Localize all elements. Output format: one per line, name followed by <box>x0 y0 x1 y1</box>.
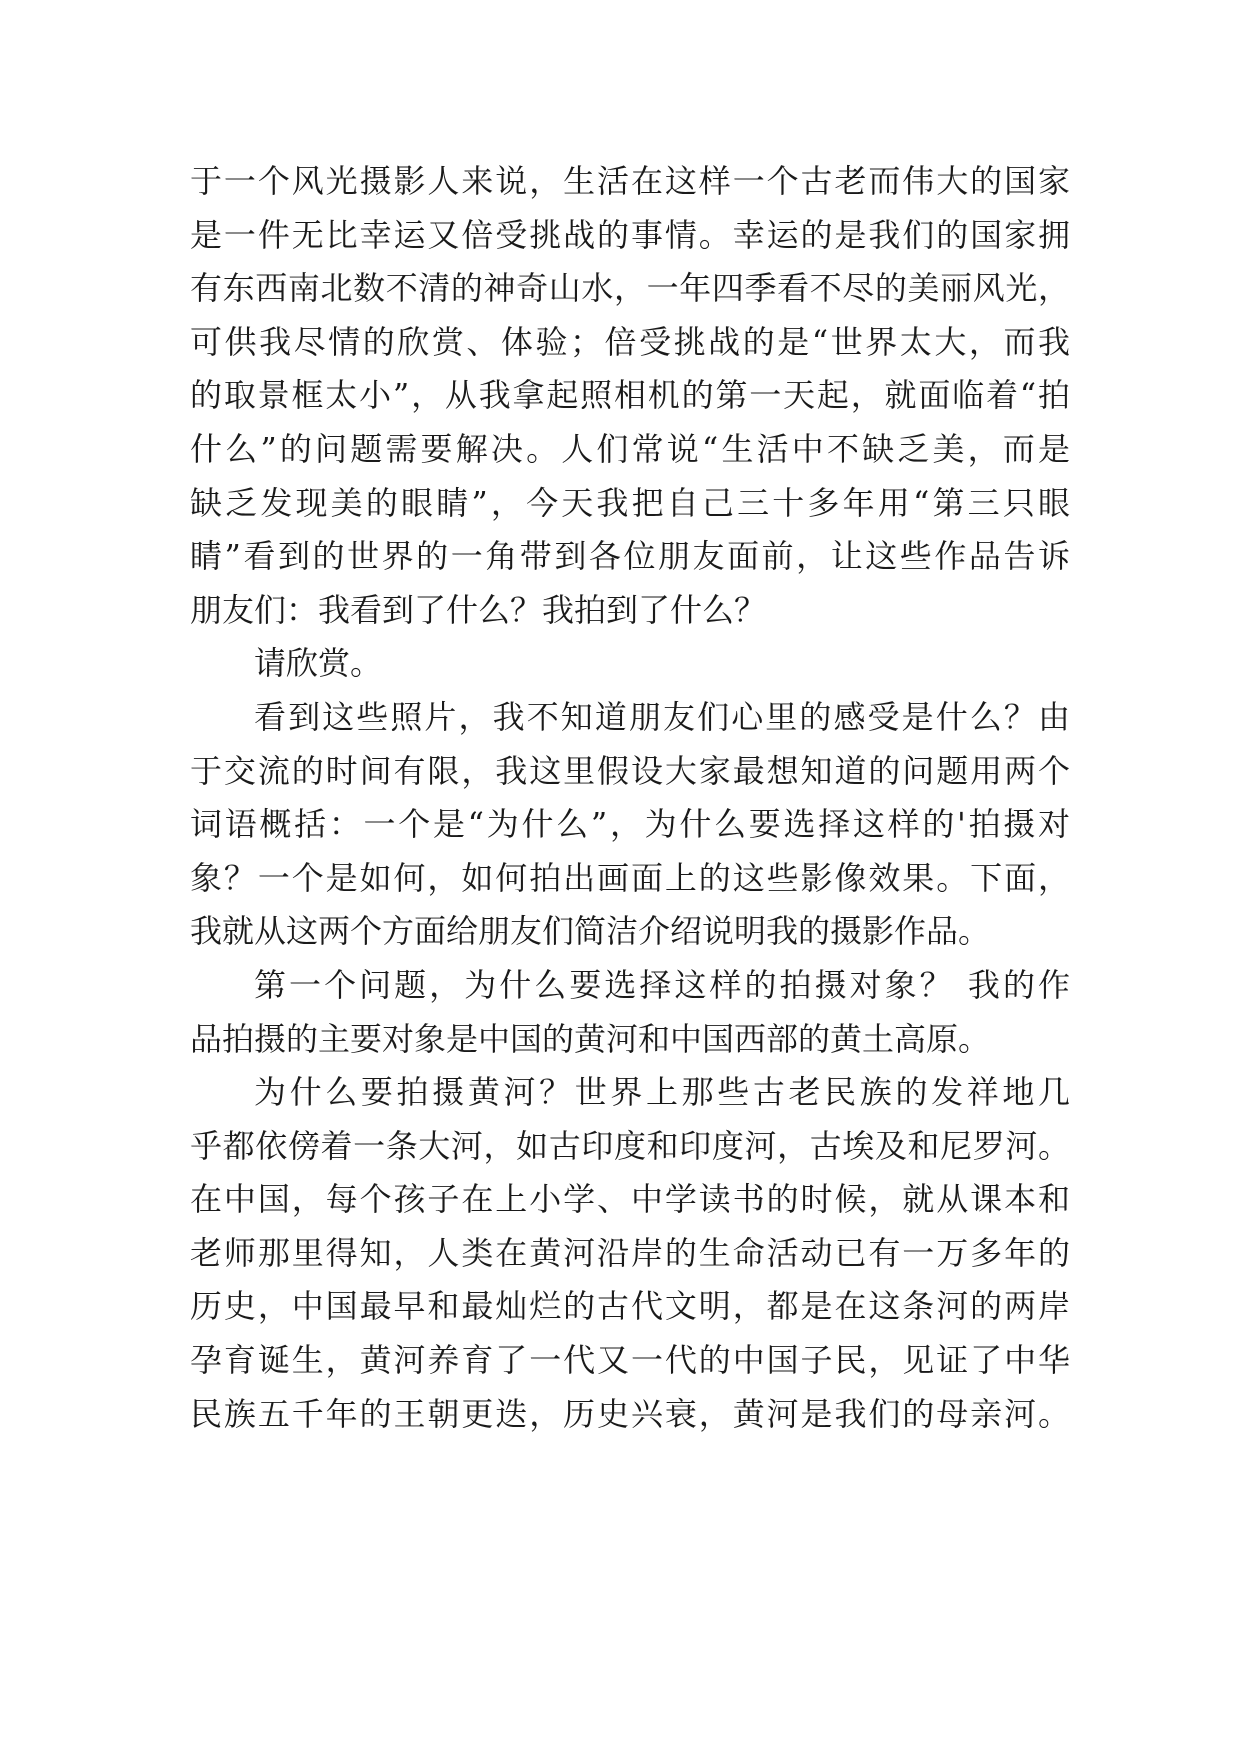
text-line: 睛”看到的世界的一角带到各位朋友面前，让这些作品告诉 <box>190 537 1070 576</box>
text-line: 词语概括：一个是“为什么”，为什么要选择这样的'拍摄对 <box>190 805 1070 844</box>
text-line: 在中国，每个孩子在上小学、中学读书的时候，就从课本和 <box>190 1180 1070 1219</box>
text-line: 什么”的问题需要解决。人们常说“生活中不缺乏美，而是 <box>190 429 1070 468</box>
text-line: 可供我尽情的欣赏、体验；倍受挑战的是“世界太大，而我 <box>190 322 1070 361</box>
text-line: 老师那里得知，人类在黄河沿岸的生命活动已有一万多年的 <box>190 1233 1070 1272</box>
text-line: 孕育诞生，黄河养育了一代又一代的中国子民，见证了中华 <box>190 1341 1070 1380</box>
text-line: 我就从这两个方面给朋友们简洁介绍说明我的摄影作品。 <box>190 912 991 951</box>
text-line: 请欣赏。 <box>254 644 383 683</box>
body-text <box>190 155 1070 1441</box>
text-line: 第一个问题，为什么要选择这样的拍摄对象？ 我的作 <box>254 965 1070 1004</box>
text-line: 于交流的时间有限，我这里假设大家最想知道的问题用两个 <box>190 751 1070 790</box>
text-line: 品拍摄的主要对象是中国的黄河和中国西部的黄土高原。 <box>190 1019 991 1058</box>
text-line: 有东西南北数不清的神奇山水，一年四季看不尽的美丽风光， <box>190 269 1070 308</box>
text-line: 是一件无比幸运又倍受挑战的事情。幸运的是我们的国家拥 <box>190 215 1070 254</box>
text-line: 看到这些照片，我不知道朋友们心里的感受是什么？由 <box>254 697 1070 736</box>
text-line: 于一个风光摄影人来说，生活在这样一个古老而伟大的国家 <box>190 162 1070 200</box>
text-line: 朋友们：我看到了什么？我拍到了什么？ <box>190 590 767 629</box>
text-line: 象？一个是如何，如何拍出画面上的这些影像效果。下面， <box>190 858 1070 897</box>
text-line: 乎都依傍着一条大河，如古印度和印度河，古埃及和尼罗河。 <box>190 1126 1070 1165</box>
text-line: 为什么要拍摄黄河？世界上那些古老民族的发祥地几 <box>254 1073 1070 1112</box>
text-line: 缺乏发现美的眼睛”，今天我把自己三十多年用“第三只眼 <box>190 483 1070 522</box>
text-line: 的取景框太小”，从我拿起照相机的第一天起，就面临着“拍 <box>190 376 1070 415</box>
text-line: 民族五千年的王朝更迭，历史兴衰，黄河是我们的母亲河。 <box>190 1394 1070 1433</box>
text-line: 历史，中国最早和最灿烂的古代文明，都是在这条河的两岸 <box>190 1287 1070 1326</box>
